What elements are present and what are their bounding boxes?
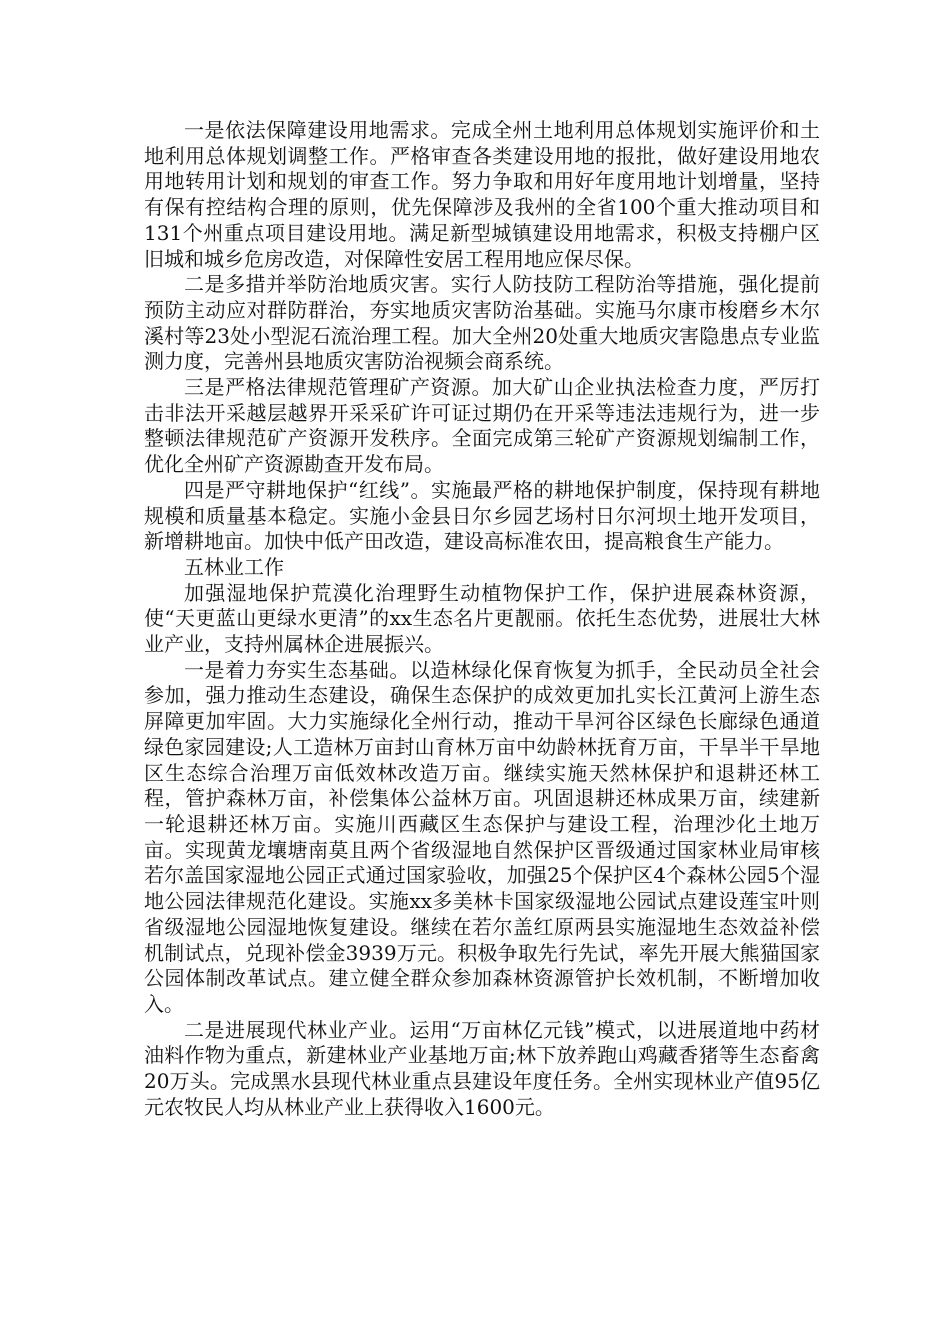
document-body xyxy=(144,118,820,1120)
section-heading-forestry: 五林业工作 xyxy=(184,554,284,579)
paragraph-geological-disaster: 二是多措并举防治地质灾害。实行人防技防工程防治等措施，强化提前预防主动应对群防群治，夯实地质灾害防治基础。实施马尔康市梭磨乡木尔溪村等23处小型泥石流治理工程。加大全州20处重大地质灾害隐患点专业监测力度，完善州县地质灾害防治视频会商系统。 xyxy=(144,272,820,374)
paragraph-farmland-redline: 四是严守耕地保护“红线”。实施最严格的耕地保护制度，保持现有耕地规模和质量基本稳定。实施小金县日尔乡园艺场村日尔河坝土地开发项目，新增耕地亩。加快中低产田改造，建设高标准农田，提高粮食生产能力。 xyxy=(144,477,820,554)
paragraph-forestry-industry: 二是进展现代林业产业。运用“万亩林亿元钱”模式，以进展道地中药材油料作物为重点，新建林业产业基地万亩;林下放养跑山鸡藏香猪等生态畜禽20万头。完成黑水县现代林业重点县建设年度任务。全州实现林业产值95亿元农牧民人均从林业产业上获得收入1600元。 xyxy=(144,1017,820,1119)
paragraph-ecological-foundation: 一是着力夯实生态基础。以造林绿化保育恢复为抓手，全民动员全社会参加，强力推动生态建设，确保生态保护的成效更加扎实长江黄河上游生态屏障更加牢固。大力实施绿化全州行动，推动干旱河谷区绿色长廊绿色通道绿色家园建设;人工造林万亩封山育林万亩中幼龄林抚育万亩，干旱半干旱地区生态综合治理万亩低效林改造万亩。继续实施天然林保护和退耕还林工程，管护森林万亩，补偿集体公益林万亩。巩固退耕还林成果万亩，续建新一轮退耕还林万亩。实施川西藏区生态保护与建设工程，治理沙化土地万亩。实现黄龙壤塘南莫且两个省级湿地自然保护区晋级通过国家林业局审核若尔盖国家湿地公园正式通过国家验收，加强25个保护区4个森林公园5个湿地公园法律规范化建设。实施xx多美林卡国家级湿地公园试点建设莲宝叶则省级湿地公园湿地恢复建设。继续在若尔盖红原两县实施湿地生态效益补偿机制试点，兑现补偿金3939万元。积极争取先行先试，率先开展大熊猫国家公园体制改革试点。建立健全群众参加森林资源管护长效机制，不断增加收入。 xyxy=(144,657,820,1016)
paragraph-forestry-intro: 加强湿地保护荒漠化治理野生动植物保护工作，保护进展森林资源，使“天更蓝山更绿水更清”的xx生态名片更靓丽。依托生态优势，进展壮大林业产业，支持州属林企进展振兴。 xyxy=(144,580,820,657)
paragraph-land-demand: 一是依法保障建设用地需求。完成全州土地利用总体规划实施评价和土地利用总体规划调整工作。严格审查各类建设用地的报批，做好建设用地农用地转用计划和规划的审查工作。努力争取和用好年度用地计划增量，坚持有保有控结构合理的原则，优先保障涉及我州的全省100个重大推动项目和131个州重点项目建设用地。满足新型城镇建设用地需求，积极支持棚户区旧城和城乡危房改造，对保障性安居工程用地应保尽保。 xyxy=(144,118,820,271)
paragraph-mineral-resources: 三是严格法律规范管理矿产资源。加大矿山企业执法检查力度，严厉打击非法开采越层越界开采采矿许可证过期仍在开采等违法违规行为，进一步整顿法律规范矿产资源开发秩序。全面完成第三轮矿产资源规划编制工作，优化全州矿产资源勘查开发布局。 xyxy=(144,375,820,477)
